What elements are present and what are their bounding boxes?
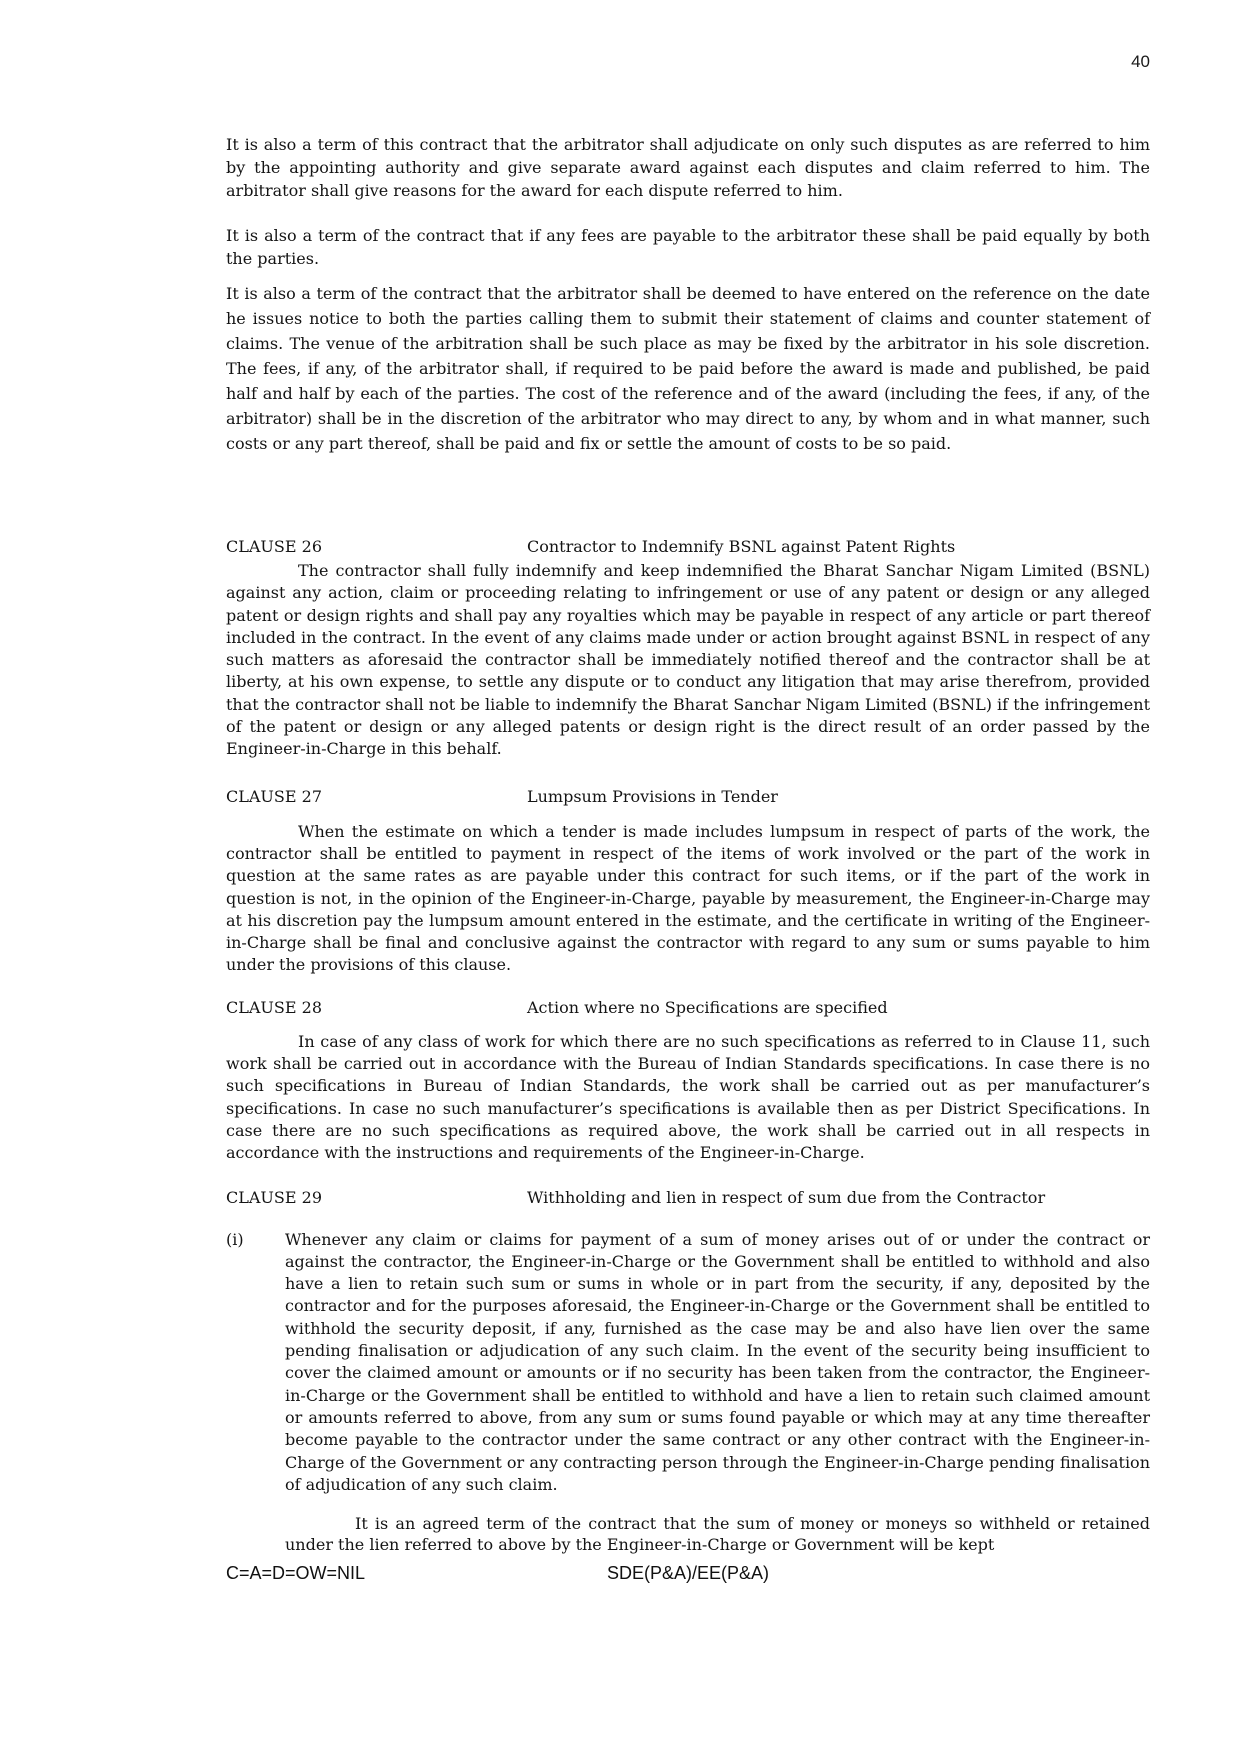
clause-29-item-i-marker: (i)	[226, 1229, 244, 1249]
clause-28-body: In case of any class of work for which there are no such specifications as referred to in Clause 11, such work shall be carried out in accordance with the Bureau of Indian Standards specifications. In case there is no such specifications in Bureau of Indian Standards, the work shall be carried out as per manufacturer’s specifications. In case no such manufacturer’s specifications is available then as per District Specifications. In case there are no such specifications as required above, the work shall be carried out in all respects in accordance with the instructions and requirements of the Engineer-in-Charge.	[226, 1031, 1150, 1163]
footer-center-code: SDE(P&A)/EE(P&A)	[607, 1563, 770, 1584]
clause-28-label: CLAUSE 28	[226, 997, 322, 1017]
page-content	[226, 0, 1150, 1587]
clause-26-body: The contractor shall fully indemnify and keep indemnified the Bharat Sanchar Nigam Limited (BSNL) against any action, claim or proceeding relating to infringement or use of any patent or design or any alleged patent or design rights and shall pay any royalties which may be payable in respect of any article or part thereof included in the contract. In the event of any claims made under or action brought against BSNL in respect of any such matters as aforesaid the contractor shall be immediately notified thereof and the contractor shall be at liberty, at his own expense, to settle any dispute or to conduct any litigation that may arise therefrom, provided that the contractor shall not be liable to indemnify the Bharat Sanchar Nigam Limited (BSNL) if the infringement of the patent or design or any alleged patents or design right is the direct result of an order passed by the Engineer-in-Charge in this behalf.	[226, 561, 1150, 759]
intro-paragraph-arbitrator-fees: It is also a term of the contract that if any fees are payable to the arbitrator these shall be paid equally by both the parties.	[226, 226, 1150, 268]
clause-27-title: Lumpsum Provisions in Tender	[527, 786, 778, 806]
clause-26-label: CLAUSE 26	[226, 537, 322, 556]
clause-26-heading	[226, 535, 1150, 558]
clause-29-title: Withholding and lien in respect of sum due from the Contractor	[527, 1187, 1046, 1207]
intro-paragraph-arbitration-reference: It is also a term of the contract that the arbitrator shall be deemed to have entered on the reference on the date he issues notice to both the parties calling them to submit their statement of claims and counter statement of claims. The venue of the arbitration shall be such place as may be fixed by the arbitrator in his sole discretion. The fees, if any, of the arbitrator shall, if required to be paid before the award is made and published, be paid half and half by each of the parties. The cost of the reference and of the award (including the fees, if any, of the arbitrator) shall be in the discretion of the arbitrator who may direct to any, by whom and in what manner, such costs or any part thereof, shall be paid and fix or settle the amount of costs to be so paid.	[226, 284, 1150, 453]
closing-paragraph: It is an agreed term of the contract that the sum of money or moneys so withheld or retained under the lien referred to above by the Engineer-in-Charge or Government will be kept	[285, 1514, 1150, 1555]
clause-29-item-i-text: Whenever any claim or claims for payment of a sum of money arises out of or under the contract or against the contractor, the Engineer-in-Charge or the Government shall be entitled to withhold and also have a lien to retain such sum or sums in whole or in part from the security, if any, deposited by the contractor and for the purposes aforesaid, the Engineer-in-Charge or the Government shall be entitled to withhold the security deposit, if any, furnished as the case may be and also have lien over the same pending finalisation or adjudication of any such claim. In the event of the security being insufficient to cover the claimed amount or amounts or if no security has been taken from the contractor, the Engineer-in-Charge or the Government shall be entitled to withhold and have a lien to retain such claimed amount or amounts referred to above, from any sum or sums found payable or which may at any time thereafter become payable to the contractor under the same contract or any other contract with the Engineer-in-Charge of the Government or any contracting person through the Engineer-in-Charge pending finalisation of adjudication of any such claim.	[285, 1229, 1150, 1494]
clause-29-heading	[226, 1186, 1150, 1209]
clause-26-title: Contractor to Indemnify BSNL against Patent Rights	[527, 537, 956, 556]
clause-27-body: When the estimate on which a tender is made includes lumpsum in respect of parts of the work, the contractor shall be entitled to payment in respect of the items of work involved or the part of the work in question at the same rates as are payable under this contract for such items, or if the part of the work in question is not, in the opinion of the Engineer-in-Charge, payable by measurement, the Engineer-in-Charge may at his discretion pay the lumpsum amount entered in the estimate, and the certificate in writing of the Engineer-in-Charge shall be final and conclusive against the contractor with regard to any sum or sums payable to him under the provisions of this clause.	[226, 821, 1150, 975]
page-footer	[226, 1563, 1150, 1587]
clause-28-title: Action where no Specifications are specified	[527, 997, 888, 1017]
clause-29-item-i	[226, 1229, 1150, 1497]
clause-27-label: CLAUSE 27	[226, 786, 322, 806]
intro-paragraph-arbitrator-disputes: It is also a term of this contract that the arbitrator shall adjudicate on only such disputes as are referred to him by the appointing authority and give separate award against each disputes and claim referred to him. The arbitrator shall give reasons for the award for each dispute referred to him.	[226, 135, 1150, 200]
clause-28-heading	[226, 996, 1150, 1019]
clause-27-heading	[226, 785, 1150, 808]
clause-29-label: CLAUSE 29	[226, 1187, 322, 1207]
page-number: 40	[1131, 52, 1150, 71]
footer-left-code: C=A=D=OW=NIL	[226, 1563, 366, 1584]
